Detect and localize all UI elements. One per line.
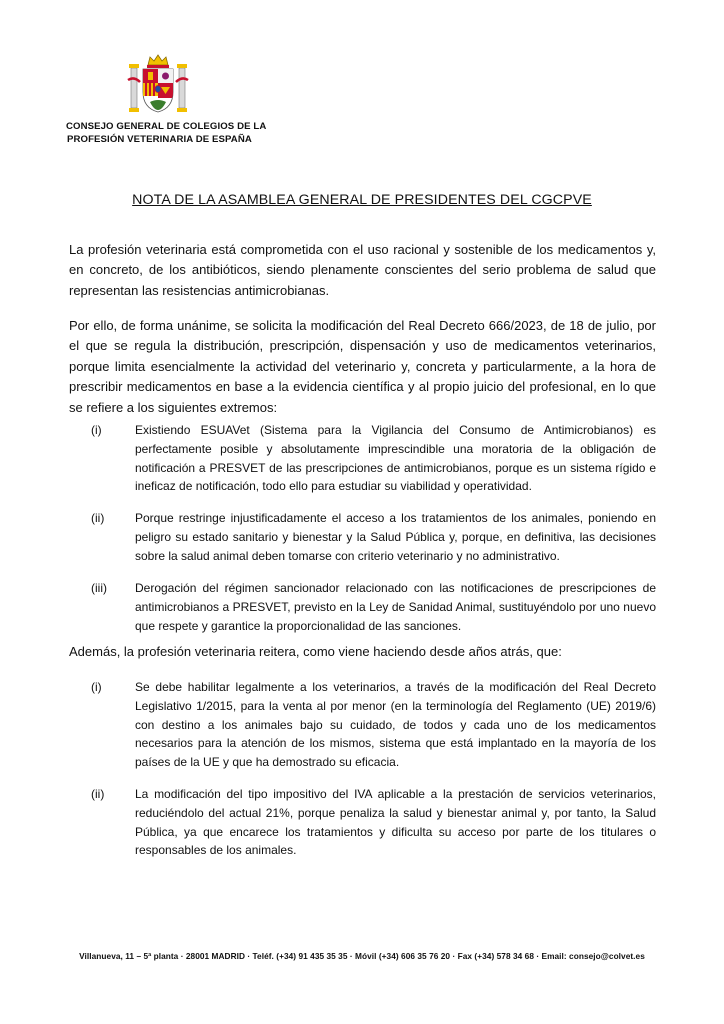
list-item-number: (i) xyxy=(91,680,102,694)
paragraph-request: Por ello, de forma unánime, se solicita la modificación del Real Decreto 666/2023, de 18 de julio, por el que se regula la distribución, prescripción, dispensación y uso de medicamentos veterinarios, porque limita esencialmente la actividad del veterinario y, concreta y particularmente, a la hora de prescribir medicamentos en base a la evidencia científica y al propio juicio del profesional, en lo que se refiere a los siguientes extremos: xyxy=(69,318,656,415)
list-item-text: Existiendo ESUAVet (Sistema para la Vigilancia del Consumo de Antimicrobianos) es perfectamente posible y absolutamente imprescindible una moratoria de la obligación de notificación a PRESVET de las prescripciones de antimicrobianos, porque es un sistema rígido e ineficaz de notificación, todo ello para estudiar su viabilidad y operatividad. xyxy=(135,423,656,494)
paragraph-intro: La profesión veterinaria está comprometida con el uso racional y sostenible de los medicamentos y, en concreto, de los antibióticos, siendo plenamente conscientes del serio problema de salud que representan las resistencias antimicrobianas. xyxy=(69,242,656,298)
list-item-text: La modificación del tipo impositivo del IVA aplicable a la prestación de servicios veterinarios, reduciéndolo del actual 21%, porque penaliza la salud y bienestar animal y, por tanto, la Salud Pública, ya que encarece los tratamientos y dificulta su acceso por parte de los titulares o responsables de los animales. xyxy=(135,787,656,858)
list-item-text: Porque restringe injustificadamente el acceso a los tratamientos de los animales, poniendo en peligro su estado sanitario y bienestar y la Salud Pública y, porque, en definitiva, las decisiones sobre la salud animal deben tomarse con criterio veterinario y no administrativo. xyxy=(135,511,656,563)
list-item-text: Derogación del régimen sancionador relacionado con las notificaciones de prescripciones de antimicrobianos a PRESVET, previsto en la Ley de Sanidad Animal, sustituyéndolo por uno nuevo que respete y garantice la proporcionalidad de las sanciones. xyxy=(135,581,656,633)
organization-name-line2: PROFESIÓN VETERINARIA DE ESPAÑA xyxy=(67,134,252,145)
footer-contact-info: Villanueva, 11 – 5ª planta · 28001 MADRID · Teléf. (+34) 91 435 35 35 · Móvil (+34) 606 35 76 20 · Fax (+34) 578 34 68 · Email: consejo@colvet.es xyxy=(79,951,645,961)
paragraph-reiteration: Además, la profesión veterinaria reitera, como viene haciendo desde años atrás, que: xyxy=(69,644,562,659)
list-item-number: (ii) xyxy=(91,511,105,525)
list-item-number: (ii) xyxy=(91,787,105,801)
coat-of-arms-icon xyxy=(126,52,190,116)
list-item-number: (iii) xyxy=(91,581,107,595)
document-title: NOTA DE LA ASAMBLEA GENERAL DE PRESIDENTES DEL CGCPVE xyxy=(132,192,592,208)
list-item-text: Se debe habilitar legalmente a los veterinarios, a través de la modificación del Real Decreto Legislativo 1/2015, para la venta al por menor (en la terminología del Reglamento (UE) 2019/6) con destino a los animales bajo su cuidado, de todos y cada uno de los medicamentos necesarios para la atención de los mismos, sistema que está implantado en la mayoría de los países de la UE y que ha demostrado su eficacia. xyxy=(135,680,656,770)
organization-name-line1: CONSEJO GENERAL DE COLEGIOS DE LA xyxy=(66,121,267,132)
list-item-number: (i) xyxy=(91,423,102,437)
organization-name xyxy=(66,120,266,146)
